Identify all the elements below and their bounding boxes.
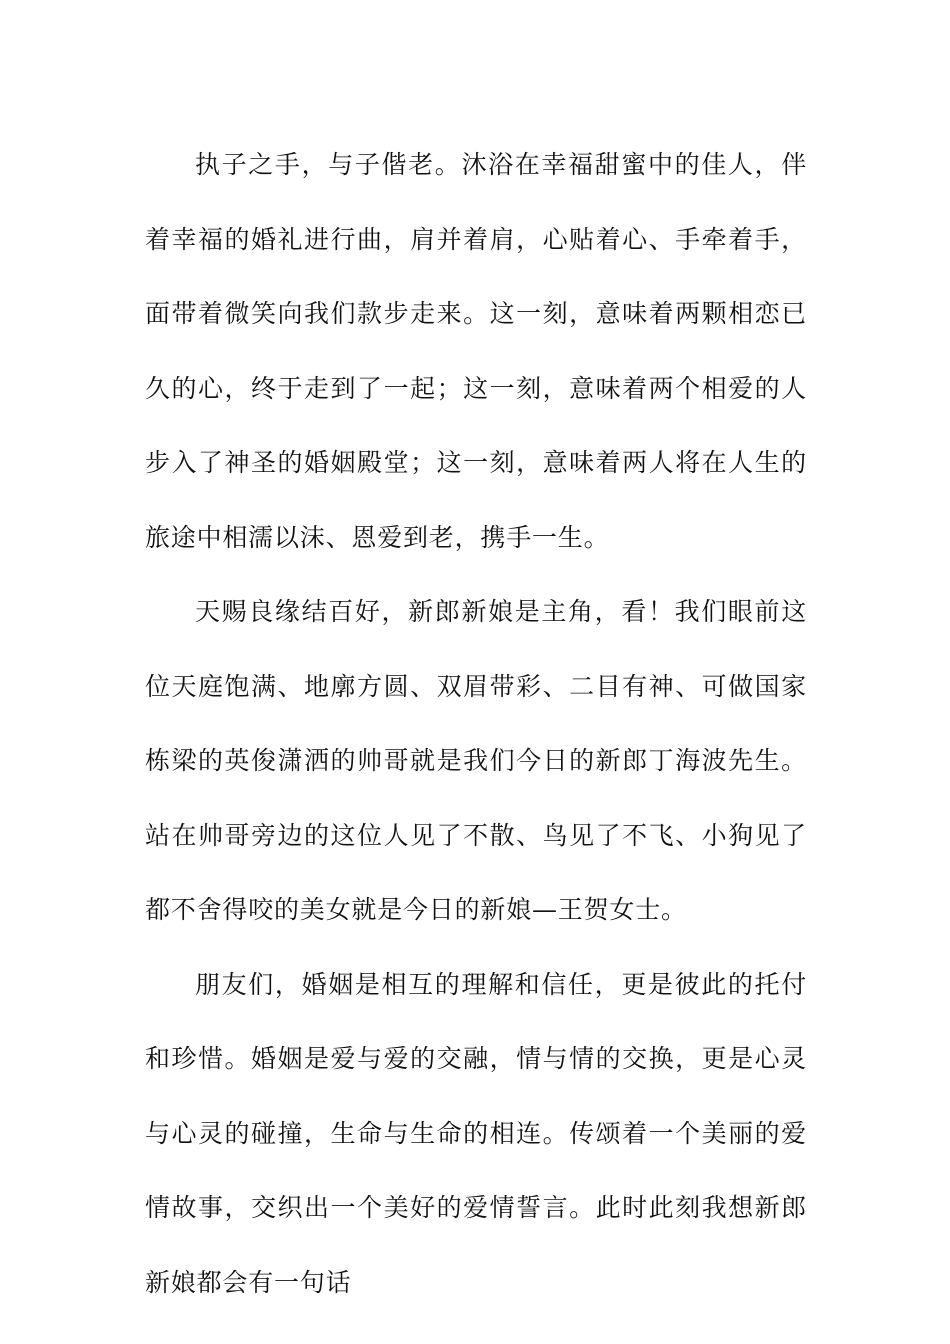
- document-body: [145, 128, 807, 1320]
- paragraph-2: 天赐良缘结百好，新郎新娘是主角，看！我们眼前这位天庭饱满、地廓方圆、双眉带彩、二目有神、可做国家栋梁的英俊潇洒的帅哥就是我们今日的新郎丁海波先生。站在帅哥旁边的这位人见了不散、鸟见了不飞、小狗见了都不舍得咬的美女就是今日的新娘—王贺女士。: [145, 597, 807, 924]
- paragraph-3: 朋友们，婚姻是相互的理解和信任，更是彼此的托付和珍惜。婚姻是爱与爱的交融，情与情的交换，更是心灵与心灵的碰撞，生命与生命的相连。传颂着一个美丽的爱情故事，交织出一个美好的爱情誓言。此时此刻我想新郎新娘都会有一句话: [145, 969, 807, 1297]
- paragraph-1: 执子之手，与子偕老。沐浴在幸福甜蜜中的佳人，伴着幸福的婚礼进行曲，肩并着肩，心贴着心、手牵着手，面带着微笑向我们款步走来。这一刻，意味着两颗相恋已久的心，终于走到了一起；这一刻，意味着两个相爱的人步入了神圣的婚姻殿堂；这一刻，意味着两人将在人生的旅途中相濡以沫、恩爱到老，携手一生。: [145, 150, 807, 552]
